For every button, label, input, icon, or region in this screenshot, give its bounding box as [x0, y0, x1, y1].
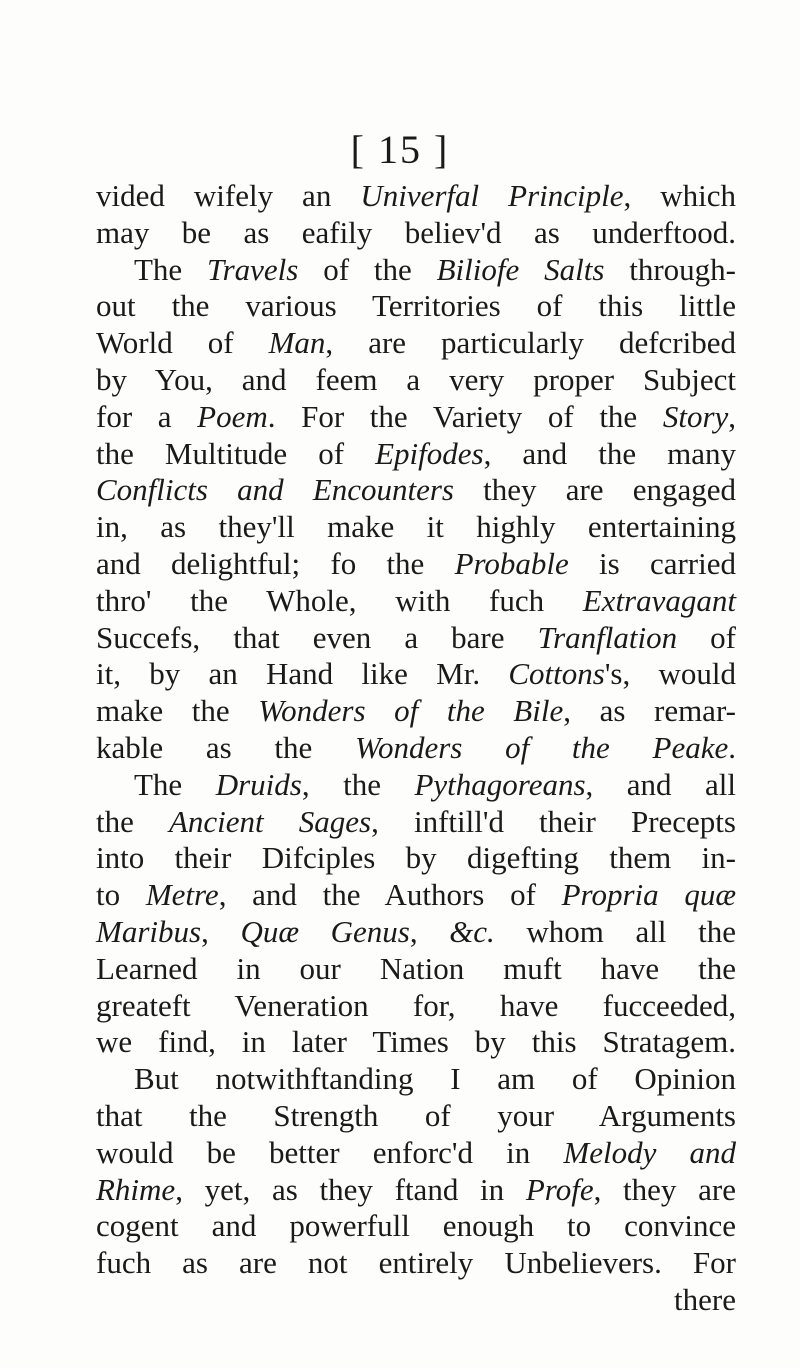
text-line: greateft Veneration for, have fucceeded,	[96, 987, 736, 1023]
text-line: But notwithftanding I am of Opinion	[134, 1061, 736, 1097]
text-line: thro' the Whole, with fuch Extravagant	[96, 582, 736, 618]
text-line: Learned in our Nation muft have the	[96, 950, 736, 986]
text-line: to Metre, and the Authors of Propria quæ	[96, 877, 736, 913]
text-line: The Druids, the Pythagoreans, and all	[134, 766, 737, 802]
text-line: the Multitude of Epifodes, and the many	[96, 435, 736, 471]
text-line: make the Wonders of the Bile, as remar-	[96, 693, 736, 729]
text-line: we find, in later Times by this Stratagem.	[96, 1024, 736, 1060]
text-line: fuch as are not entirely Unbelievers. For	[96, 1245, 736, 1281]
page-number: [ 15 ]	[350, 127, 450, 172]
text-line: out the various Territories of this little	[96, 288, 736, 324]
text-line: may be as eafily believ'd as underftood.	[96, 214, 736, 250]
text-line: and delightful; fo the Probable is carried	[96, 545, 736, 581]
text-line: into their Difciples by digefting them in-	[96, 840, 736, 876]
text-line: for a Poem. For the Variety of the Story,	[96, 398, 737, 434]
text-line: by You, and feem a very proper Subject	[96, 361, 736, 397]
text-line: it, by an Hand like Mr. Cottons's, would	[96, 656, 737, 692]
text-line: vided wifely an Univerfal Principle, which	[96, 178, 737, 213]
text-line: in, as they'll make it highly entertaining	[96, 509, 736, 545]
text-line: that the Strength of your Arguments	[96, 1097, 736, 1133]
text-line: Maribus, Quæ Genus, &c. whom all the	[96, 913, 736, 949]
text-line: Conflicts and Encounters they are engaged	[96, 472, 736, 508]
catchword: there	[674, 1281, 736, 1317]
text-line: cogent and powerfull enough to convince	[96, 1208, 736, 1244]
text-line: the Ancient Sages, inftill'd their Precepts	[96, 803, 736, 839]
text-line: World of Man, are particularly defcribed	[96, 325, 736, 361]
text-line: would be better enforc'd in Melody and	[96, 1134, 736, 1170]
text-line: kable as the Wonders of the Peake.	[96, 729, 736, 765]
text-line: The Travels of the Biliofe Salts through-	[134, 251, 736, 287]
text-line: Rhime, yet, as they ftand in Profe, they are	[96, 1171, 736, 1207]
body-text	[96, 178, 736, 1319]
text-line: Succefs, that even a bare Tranflation of	[96, 619, 736, 655]
